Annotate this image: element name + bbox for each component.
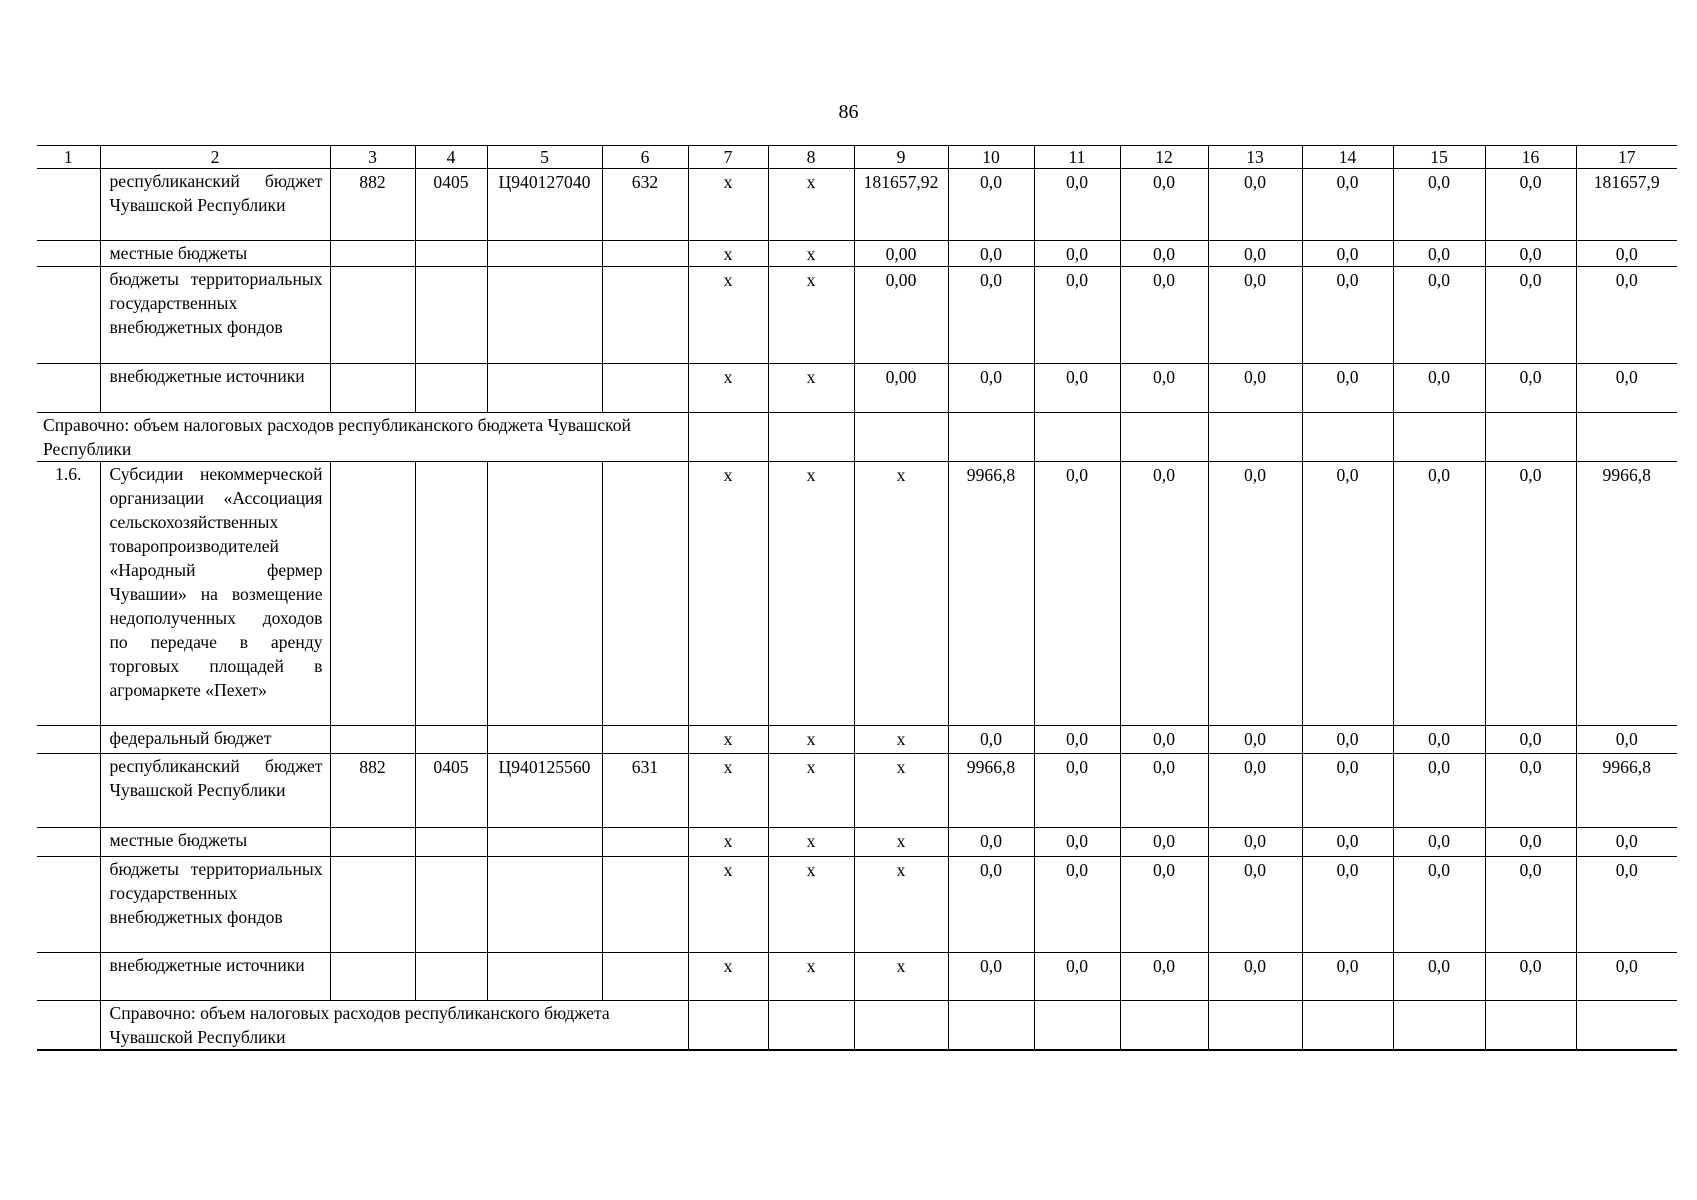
cell-col-5 bbox=[487, 828, 602, 857]
empty-cell bbox=[768, 1001, 854, 1051]
table-row bbox=[37, 169, 1677, 241]
cell-col-17: 181657,9 bbox=[1576, 169, 1677, 241]
cell-col-10: 0,0 bbox=[948, 953, 1034, 1001]
empty-cell bbox=[1208, 1001, 1302, 1051]
reference-note: Справочно: объем налоговых расходов республиканского бюджета Чувашской Республики bbox=[37, 413, 688, 462]
cell-col-5 bbox=[487, 241, 602, 267]
cell-col-9: 181657,92 bbox=[854, 169, 948, 241]
cell-col-10: 9966,8 bbox=[948, 462, 1034, 726]
empty-cell bbox=[948, 1001, 1034, 1051]
table-row bbox=[37, 462, 1677, 726]
row-number bbox=[37, 1001, 100, 1051]
column-number: 15 bbox=[1393, 146, 1485, 169]
cell-col-17: 0,0 bbox=[1576, 267, 1677, 364]
cell-col-4 bbox=[415, 953, 487, 1001]
row-number bbox=[37, 726, 100, 754]
empty-cell bbox=[1393, 413, 1485, 462]
empty-cell bbox=[1302, 413, 1393, 462]
column-number: 12 bbox=[1120, 146, 1208, 169]
cell-col-14: 0,0 bbox=[1302, 241, 1393, 267]
cell-col-17: 0,0 bbox=[1576, 726, 1677, 754]
cell-col-3: 882 bbox=[330, 754, 415, 828]
cell-col-13: 0,0 bbox=[1208, 828, 1302, 857]
column-number: 3 bbox=[330, 146, 415, 169]
row-number bbox=[37, 241, 100, 267]
cell-col-13: 0,0 bbox=[1208, 241, 1302, 267]
table-row bbox=[37, 241, 1677, 267]
cell-col-9: х bbox=[854, 828, 948, 857]
column-number: 1 bbox=[37, 146, 100, 169]
cell-col-16: 0,0 bbox=[1485, 267, 1576, 364]
cell-col-4: 0405 bbox=[415, 169, 487, 241]
cell-col-13: 0,0 bbox=[1208, 169, 1302, 241]
cell-col-6 bbox=[602, 726, 688, 754]
row-number bbox=[37, 364, 100, 413]
cell-col-7: х bbox=[688, 169, 768, 241]
cell-col-8: х bbox=[768, 267, 854, 364]
cell-col-9: х bbox=[854, 754, 948, 828]
empty-cell bbox=[1576, 413, 1677, 462]
cell-col-7: х bbox=[688, 241, 768, 267]
column-number: 11 bbox=[1034, 146, 1120, 169]
column-number: 8 bbox=[768, 146, 854, 169]
cell-col-13: 0,0 bbox=[1208, 364, 1302, 413]
reference-note-row bbox=[37, 413, 1677, 462]
cell-col-16: 0,0 bbox=[1485, 169, 1576, 241]
cell-col-16: 0,0 bbox=[1485, 828, 1576, 857]
budget-table bbox=[37, 145, 1677, 1051]
cell-col-8: х bbox=[768, 241, 854, 267]
cell-col-11: 0,0 bbox=[1034, 828, 1120, 857]
cell-col-9: х bbox=[854, 462, 948, 726]
cell-col-15: 0,0 bbox=[1393, 857, 1485, 953]
column-number: 14 bbox=[1302, 146, 1393, 169]
cell-col-16: 0,0 bbox=[1485, 462, 1576, 726]
cell-col-15: 0,0 bbox=[1393, 241, 1485, 267]
cell-col-5 bbox=[487, 857, 602, 953]
cell-col-15: 0,0 bbox=[1393, 953, 1485, 1001]
cell-col-14: 0,0 bbox=[1302, 857, 1393, 953]
cell-col-8: х bbox=[768, 462, 854, 726]
cell-col-11: 0,0 bbox=[1034, 754, 1120, 828]
cell-col-11: 0,0 bbox=[1034, 857, 1120, 953]
row-number bbox=[37, 857, 100, 953]
cell-col-13: 0,0 bbox=[1208, 754, 1302, 828]
cell-col-7: х bbox=[688, 953, 768, 1001]
cell-col-14: 0,0 bbox=[1302, 462, 1393, 726]
cell-col-7: х bbox=[688, 726, 768, 754]
cell-col-16: 0,0 bbox=[1485, 754, 1576, 828]
cell-col-6 bbox=[602, 267, 688, 364]
empty-cell bbox=[948, 413, 1034, 462]
cell-col-13: 0,0 bbox=[1208, 726, 1302, 754]
column-number: 10 bbox=[948, 146, 1034, 169]
cell-col-15: 0,0 bbox=[1393, 462, 1485, 726]
cell-col-3 bbox=[330, 726, 415, 754]
cell-col-3: 882 bbox=[330, 169, 415, 241]
cell-col-11: 0,0 bbox=[1034, 462, 1120, 726]
cell-col-3 bbox=[330, 364, 415, 413]
empty-cell bbox=[688, 1001, 768, 1051]
cell-col-4 bbox=[415, 462, 487, 726]
row-name: местные бюджеты bbox=[100, 241, 330, 267]
cell-col-12: 0,0 bbox=[1120, 169, 1208, 241]
cell-col-15: 0,0 bbox=[1393, 828, 1485, 857]
cell-col-17: 0,0 bbox=[1576, 953, 1677, 1001]
cell-col-14: 0,0 bbox=[1302, 169, 1393, 241]
cell-col-4 bbox=[415, 857, 487, 953]
cell-col-3 bbox=[330, 241, 415, 267]
cell-col-12: 0,0 bbox=[1120, 828, 1208, 857]
cell-col-7: х bbox=[688, 828, 768, 857]
cell-col-10: 0,0 bbox=[948, 726, 1034, 754]
cell-col-5 bbox=[487, 267, 602, 364]
cell-col-8: х bbox=[768, 953, 854, 1001]
column-number-row bbox=[37, 146, 1677, 169]
cell-col-12: 0,0 bbox=[1120, 462, 1208, 726]
cell-col-5 bbox=[487, 726, 602, 754]
cell-col-17: 9966,8 bbox=[1576, 462, 1677, 726]
cell-col-16: 0,0 bbox=[1485, 241, 1576, 267]
cell-col-17: 0,0 bbox=[1576, 241, 1677, 267]
cell-col-8: х bbox=[768, 828, 854, 857]
cell-col-6: 631 bbox=[602, 754, 688, 828]
cell-col-11: 0,0 bbox=[1034, 267, 1120, 364]
cell-col-6 bbox=[602, 828, 688, 857]
column-number: 7 bbox=[688, 146, 768, 169]
reference-note-row bbox=[37, 1001, 1677, 1051]
row-number: 1.6. bbox=[37, 462, 100, 726]
cell-col-11: 0,0 bbox=[1034, 726, 1120, 754]
cell-col-3 bbox=[330, 857, 415, 953]
empty-cell bbox=[688, 413, 768, 462]
row-number bbox=[37, 169, 100, 241]
cell-col-17: 0,0 bbox=[1576, 364, 1677, 413]
column-number: 16 bbox=[1485, 146, 1576, 169]
cell-col-15: 0,0 bbox=[1393, 267, 1485, 364]
column-number: 5 bbox=[487, 146, 602, 169]
empty-cell bbox=[1034, 413, 1120, 462]
cell-col-14: 0,0 bbox=[1302, 953, 1393, 1001]
cell-col-10: 0,0 bbox=[948, 241, 1034, 267]
cell-col-14: 0,0 bbox=[1302, 754, 1393, 828]
column-number: 9 bbox=[854, 146, 948, 169]
row-name: федеральный бюджет bbox=[100, 726, 330, 754]
cell-col-10: 0,0 bbox=[948, 364, 1034, 413]
table-row bbox=[37, 267, 1677, 364]
cell-col-15: 0,0 bbox=[1393, 169, 1485, 241]
empty-cell bbox=[1120, 413, 1208, 462]
empty-cell bbox=[1034, 1001, 1120, 1051]
column-number: 4 bbox=[415, 146, 487, 169]
cell-col-3 bbox=[330, 267, 415, 364]
row-name: внебюджетные источники bbox=[100, 953, 330, 1001]
cell-col-3 bbox=[330, 462, 415, 726]
empty-cell bbox=[854, 413, 948, 462]
cell-col-5: Ц940127040 bbox=[487, 169, 602, 241]
row-name: Субсидии некоммерческой организации «Ассоциация сельскохозяйственных товаропроизводителей «Народный фермер Чувашии» на возмещение недополученных доходов по передаче в аренду торговых площадей в агромаркете «Пехет» bbox=[100, 462, 330, 726]
cell-col-4 bbox=[415, 726, 487, 754]
reference-note: Справочно: объем налоговых расходов республиканского бюджета Чувашской Республики bbox=[100, 1001, 688, 1051]
cell-col-4 bbox=[415, 364, 487, 413]
cell-col-3 bbox=[330, 828, 415, 857]
cell-col-7: х bbox=[688, 857, 768, 953]
cell-col-12: 0,0 bbox=[1120, 364, 1208, 413]
cell-col-14: 0,0 bbox=[1302, 267, 1393, 364]
cell-col-7: х bbox=[688, 364, 768, 413]
cell-col-6 bbox=[602, 953, 688, 1001]
page-number: 86 bbox=[838, 101, 859, 123]
cell-col-10: 0,0 bbox=[948, 828, 1034, 857]
cell-col-17: 9966,8 bbox=[1576, 754, 1677, 828]
cell-col-9: х bbox=[854, 953, 948, 1001]
row-name: местные бюджеты bbox=[100, 828, 330, 857]
column-number: 6 bbox=[602, 146, 688, 169]
cell-col-6 bbox=[602, 462, 688, 726]
cell-col-14: 0,0 bbox=[1302, 364, 1393, 413]
cell-col-10: 0,0 bbox=[948, 169, 1034, 241]
table-row bbox=[37, 364, 1677, 413]
cell-col-14: 0,0 bbox=[1302, 726, 1393, 754]
row-name: республиканский бюджет Чувашской Республики bbox=[100, 754, 330, 828]
column-number: 17 bbox=[1576, 146, 1677, 169]
cell-col-12: 0,0 bbox=[1120, 857, 1208, 953]
cell-col-10: 0,0 bbox=[948, 857, 1034, 953]
cell-col-10: 0,0 bbox=[948, 267, 1034, 364]
cell-col-8: х bbox=[768, 169, 854, 241]
cell-col-15: 0,0 bbox=[1393, 726, 1485, 754]
table-row bbox=[37, 857, 1677, 953]
cell-col-13: 0,0 bbox=[1208, 857, 1302, 953]
cell-col-14: 0,0 bbox=[1302, 828, 1393, 857]
cell-col-8: х bbox=[768, 364, 854, 413]
row-name: республиканский бюджет Чувашской Республики bbox=[100, 169, 330, 241]
row-number bbox=[37, 267, 100, 364]
cell-col-11: 0,0 bbox=[1034, 241, 1120, 267]
cell-col-17: 0,0 bbox=[1576, 828, 1677, 857]
cell-col-11: 0,0 bbox=[1034, 364, 1120, 413]
cell-col-5: Ц940125560 bbox=[487, 754, 602, 828]
cell-col-4 bbox=[415, 828, 487, 857]
cell-col-7: х bbox=[688, 267, 768, 364]
cell-col-11: 0,0 bbox=[1034, 953, 1120, 1001]
cell-col-6: 632 bbox=[602, 169, 688, 241]
cell-col-8: х bbox=[768, 754, 854, 828]
row-name: бюджеты территориальных государственных внебюджетных фондов bbox=[100, 267, 330, 364]
row-number bbox=[37, 828, 100, 857]
cell-col-8: х bbox=[768, 726, 854, 754]
table-row bbox=[37, 953, 1677, 1001]
cell-col-3 bbox=[330, 953, 415, 1001]
table-body bbox=[37, 146, 1677, 1051]
cell-col-7: х bbox=[688, 462, 768, 726]
cell-col-4 bbox=[415, 241, 487, 267]
empty-cell bbox=[1576, 1001, 1677, 1051]
table-row bbox=[37, 754, 1677, 828]
cell-col-13: 0,0 bbox=[1208, 267, 1302, 364]
row-name: бюджеты территориальных государственных внебюджетных фондов bbox=[100, 857, 330, 953]
row-name: внебюджетные источники bbox=[100, 364, 330, 413]
cell-col-12: 0,0 bbox=[1120, 754, 1208, 828]
cell-col-4: 0405 bbox=[415, 754, 487, 828]
cell-col-13: 0,0 bbox=[1208, 462, 1302, 726]
empty-cell bbox=[854, 1001, 948, 1051]
column-number: 13 bbox=[1208, 146, 1302, 169]
cell-col-4 bbox=[415, 267, 487, 364]
cell-col-6 bbox=[602, 364, 688, 413]
cell-col-11: 0,0 bbox=[1034, 169, 1120, 241]
cell-col-5 bbox=[487, 462, 602, 726]
cell-col-12: 0,0 bbox=[1120, 267, 1208, 364]
table-row bbox=[37, 828, 1677, 857]
empty-cell bbox=[1208, 413, 1302, 462]
cell-col-9: 0,00 bbox=[854, 241, 948, 267]
cell-col-5 bbox=[487, 364, 602, 413]
cell-col-16: 0,0 bbox=[1485, 857, 1576, 953]
empty-cell bbox=[1393, 1001, 1485, 1051]
cell-col-12: 0,0 bbox=[1120, 953, 1208, 1001]
table-row bbox=[37, 726, 1677, 754]
cell-col-9: 0,00 bbox=[854, 364, 948, 413]
cell-col-6 bbox=[602, 241, 688, 267]
empty-cell bbox=[768, 413, 854, 462]
cell-col-16: 0,0 bbox=[1485, 364, 1576, 413]
empty-cell bbox=[1485, 1001, 1576, 1051]
cell-col-12: 0,0 bbox=[1120, 726, 1208, 754]
cell-col-5 bbox=[487, 953, 602, 1001]
empty-cell bbox=[1302, 1001, 1393, 1051]
cell-col-7: х bbox=[688, 754, 768, 828]
cell-col-16: 0,0 bbox=[1485, 953, 1576, 1001]
cell-col-10: 9966,8 bbox=[948, 754, 1034, 828]
cell-col-13: 0,0 bbox=[1208, 953, 1302, 1001]
cell-col-9: 0,00 bbox=[854, 267, 948, 364]
cell-col-17: 0,0 bbox=[1576, 857, 1677, 953]
cell-col-6 bbox=[602, 857, 688, 953]
row-number bbox=[37, 754, 100, 828]
cell-col-12: 0,0 bbox=[1120, 241, 1208, 267]
empty-cell bbox=[1120, 1001, 1208, 1051]
cell-col-9: х bbox=[854, 857, 948, 953]
empty-cell bbox=[1485, 413, 1576, 462]
cell-col-15: 0,0 bbox=[1393, 364, 1485, 413]
cell-col-9: х bbox=[854, 726, 948, 754]
cell-col-15: 0,0 bbox=[1393, 754, 1485, 828]
row-number bbox=[37, 953, 100, 1001]
column-number: 2 bbox=[100, 146, 330, 169]
cell-col-16: 0,0 bbox=[1485, 726, 1576, 754]
cell-col-8: х bbox=[768, 857, 854, 953]
